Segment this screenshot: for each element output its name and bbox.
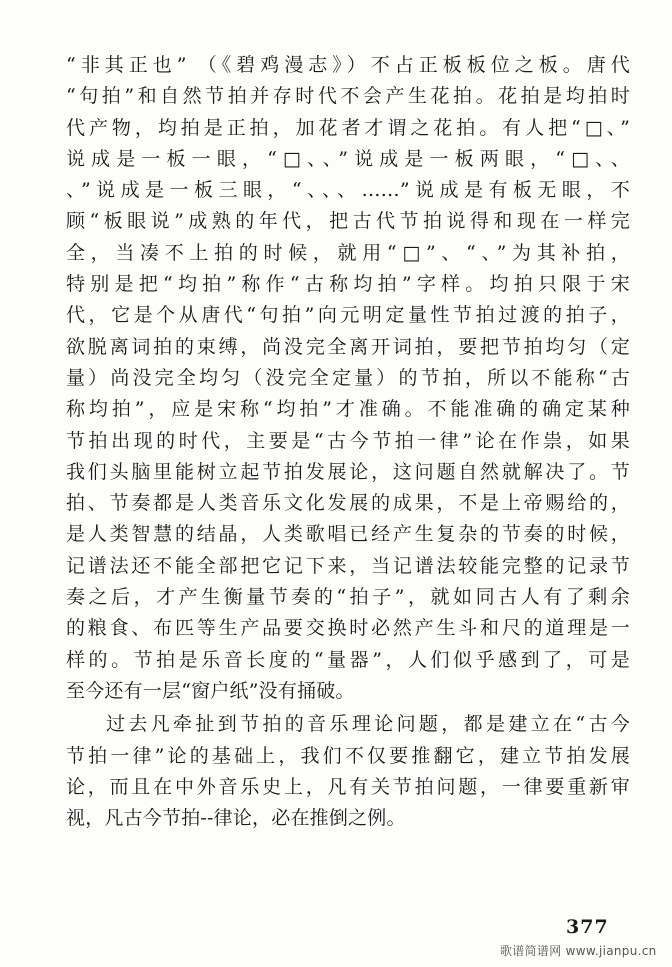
text-line: 欲脱离词拍的束缚，尚没完全离开词拍，要把节拍均匀（定 [66,335,630,358]
text-line: 量）尚没完全均匀（没完全定量）的节拍，所以不能称“古 [66,366,630,389]
text-line: 顾“板眼说”成熟的年代，把古代节拍说得和现在一样完 [66,210,630,233]
text-line: 论，而且在中外音乐史上，凡有关节拍问题，一律要重新审 [66,775,630,798]
text-line: 我们头脑里能树立起节拍发展论，这问题自然就解决了。节 [66,460,630,483]
text-line: 代产物，均拍是正拍，加花者才谓之花拍。有人把“□、” [66,116,630,139]
text-line: 至今还有一层“窗户纸”没有捅破。 [66,679,355,702]
text-line: 节拍出现的时代，主要是“古今节拍一律”论在作祟，如果 [66,429,630,452]
page-number: 377 [566,916,609,938]
text-line: 奏之后，才产生衡量节奏的“拍子”，就如同古人有了剩余 [66,586,630,609]
text-line: 代，它是个从唐代“句拍”向元明定量性节拍过渡的拍子， [66,304,630,327]
text-line: “非其正也” （《碧鸡漫志》）不占正板板位之板。唐代 [66,54,630,76]
text-line: 称均拍”，应是宋称“均拍”才准确。不能准确的确定某种 [66,398,630,421]
text-line: 样的。节拍是乐音长度的“量器”，人们似乎感到了，可是 [66,648,630,671]
text-line: 全，当凑不上拍的时候，就用“□”、“、”为其补拍， [66,241,630,264]
text-line: “句拍”和自然节拍并存时代不会产生花拍。花拍是均拍时 [66,85,630,108]
text-line: 拍、节奏都是人类音乐文化发展的成果，不是上帝赐给的， [66,492,630,515]
paragraph-2 [66,709,630,834]
paragraph-1 [66,50,630,707]
text-line: 节拍一律”论的基础上，我们不仅要推翻它，建立节拍发展 [66,744,630,767]
text-line: 说成是一板一眼，“□、、”说成是一板两眼，“□、、 [66,147,630,170]
text-line: 、”说成是一板三眼，“、、、……”说成是有板无眼，不 [66,179,630,202]
text-line: 记谱法还不能全部把它记下来，当记谱法较能完整的记录节 [66,554,630,577]
text-line: 是人类智慧的结晶，人类歌唱已经产生复杂的节奏的时候， [66,523,630,546]
text-line-indented: 过去凡牵扯到节拍的音乐理论问题，都是建立在“古今 [106,713,630,736]
body-text [66,50,630,834]
text-line: 的粮食、布匹等生产品要交换时必然产生斗和尺的道理是一 [66,617,630,640]
site-watermark: 歌谱简谱网 www.jianpu.cn [500,944,657,958]
text-line: 视，凡古今节拍--律论，必在推倒之例。 [66,807,406,830]
text-line: 特别是把“均拍”称作“古称均拍”字样。均拍只限于宋 [66,273,630,296]
